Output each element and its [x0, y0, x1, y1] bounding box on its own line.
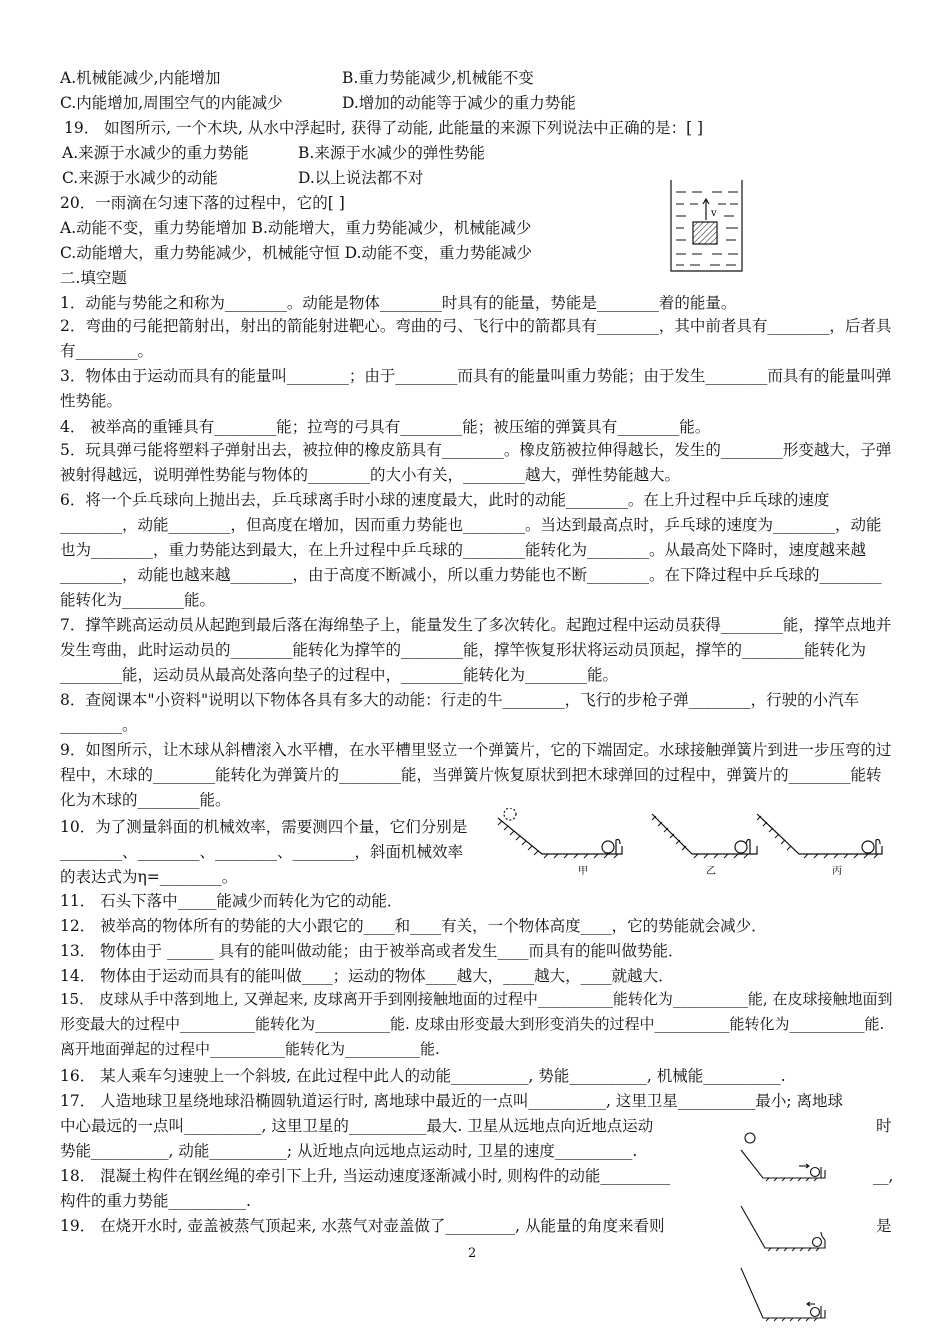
label-jia: 甲: [578, 866, 588, 876]
fill-q9: 9．如图所示，让木球从斜槽滚入水平槽，在水平槽里竖立一个弹簧片，它的下端固定。水球接触弹簧片到进一步压弯的过程中，木球的________能转化为弹簧片的________能，当弹簧片恢复原状到把木球弹回的过程中，弹簧片的________能转化为木球的________能。: [60, 741, 892, 809]
fill-q17-line2-end: 时: [876, 1117, 892, 1135]
fill-q3: 3．物体由于运动而具有的能量叫________；由于________而具有的能量叫重力势能；由于发生________而具有的能量叫弹性势能。: [60, 367, 892, 410]
q19-option-c: C.来源于水减少的动能: [62, 169, 218, 187]
fill-q13: 13． 物体由于 ______ 具有的能叫做动能；由于被举高或者发生____而具有的能叫做势能．: [60, 942, 684, 960]
beaker-figure: [668, 178, 746, 274]
fill-q14: 14． 物体由于运动而具有的能叫做____；运动的物体____越大，____越大，____就越大．: [60, 967, 674, 985]
small-incline-figures: [735, 1128, 845, 1328]
fill-q10-line1: 10．为了测量斜面的机械效率，需要测四个量，它们分别是: [60, 818, 468, 836]
small-incline-2: [741, 1206, 825, 1251]
section-title: 二.填空题: [60, 269, 127, 287]
fill-q11: 11． 石头下落中_____能减少而转化为它的动能．: [60, 892, 403, 910]
fill-q4: 4． 被举高的重锤具有________能；拉弯的弓具有________能；被压缩的弹簧具有________能。: [60, 418, 711, 436]
q19-option-d: D.以上说法都不对: [298, 169, 424, 187]
fill-q17-line2: 中心最远的一点叫__________, 这里卫星的__________最大. 卫星从远地点向近地点运动: [60, 1117, 654, 1135]
fill-q8: 8．查阅课本"小资料"说明以下物体各具有多大的动能：行走的牛________，飞行的步枪子弹________，行驶的小汽车________。: [60, 691, 860, 734]
page-number: 2: [468, 1246, 477, 1261]
fill-q19-line1: 19． 在烧开水时, 壶盖被蒸气顶起来, 水蒸气对壶盖做了_________, 从能量的角度来看则: [60, 1217, 665, 1235]
q20-choice-stem: 20．一雨滴在匀速下落的过程中，它的[ ]: [60, 194, 345, 212]
option-c: C.内能增加,周围空气的内能减少: [60, 94, 283, 112]
fill-q18-line1: 18． 混凝土构件在钢丝绳的牵引下上升, 当运动速度逐渐减小时, 则构件的动能_________: [60, 1167, 671, 1185]
fill-q17-line1: 17． 人造地球卫星绕地球沿椭圆轨道运行时, 离地球中最近的一点叫__________, 这里卫星__________最小; 离地球: [60, 1092, 844, 1110]
fill-q19-line1-end: 是: [876, 1217, 892, 1235]
fill-q16: 16． 某人乘车匀速驶上一个斜坡, 在此过程中此人的动能__________, 势能__________, 机械能__________.: [60, 1067, 786, 1085]
option-d: D.增加的动能等于减少的重力势能: [342, 94, 576, 112]
fill-q15: 15． 皮球从手中落到地上, 又弹起来, 皮球离开手到刚接触地面的过程中__________能转化为__________能, 在皮球接触地面到形变最大的过程中__________能转化为__________能. 皮球由形变最大到形变消失的过程中__________能转化为__________能. 离开地面弹起的过程中__________能转化为__________能.: [60, 990, 893, 1058]
fill-q5: 5．玩具弹弓能将塑料子弹射出去，被拉伸的橡皮筋具有________。橡皮筋被拉伸得越长，发生的________形变越大，子弹被射得越远，说明弹性势能与物体的________的大小有关，________越大，弹性势能越大。: [60, 441, 892, 484]
small-incline-3: [741, 1268, 825, 1321]
fill-q18-line1-end: __,: [873, 1167, 894, 1185]
incline-figure-jia: [498, 808, 622, 858]
option-b: B.重力势能减少,机械能不变: [342, 69, 534, 87]
fill-q1: 1．动能与势能之和称为________。动能是物体________时具有的能量，势能是________着的能量。: [60, 294, 737, 312]
option-a: A.机械能减少,内能增加: [60, 69, 221, 87]
fill-q10-line3: 的表达式为η=________。: [60, 868, 238, 886]
fill-q17-line3: 势能__________, 动能__________; 从近地点向远地点运动时, 卫星的速度__________.: [60, 1142, 638, 1160]
wood-block: [693, 222, 717, 244]
fill-q18-line2: 构件的重力势能__________.: [60, 1192, 251, 1210]
fill-q2: 2．弯曲的弓能把箭射出，射出的箭能射进靶心。弯曲的弓、飞行中的箭都具有________，其中前者具有________，后者具有________。: [60, 317, 892, 360]
velocity-label: v: [711, 208, 717, 219]
fill-q12: 12． 被举高的物体所有的势能的大小跟它的____和____有关，一个物体高度____，它的势能就会减少．: [60, 917, 767, 935]
fill-q10-line2: ________、________、________、________，斜面机械效率: [60, 843, 464, 861]
fill-q6: 6．将一个乒乓球向上抛出去，乒乓球离手时小球的速度最大，此时的动能________。在上升过程中乒乓球的速度________，动能________，但高度在增加，因而重力势能也________。当达到最高点时，乒乓球的速度为________，动能也为________，重力势能达到最大，在上升过程中乒乓球的________能转化为________。从最高处下降时，速度越来越________，动能也越来越________，由于高度不断减小，所以重力势能也不断________。在下降过程中乒乓球的________能转化为________能。: [60, 491, 882, 609]
label-yi: 乙: [706, 866, 716, 876]
q20-options-line1: A.动能不变，重力势能增加 B.动能增大，重力势能减少，机械能减少: [60, 219, 532, 237]
incline-figures: [492, 808, 887, 876]
small-incline-1: [741, 1133, 825, 1181]
q20-options-line2: C.动能增大，重力势能减少，机械能守恒 D.动能不变，重力势能减少: [60, 244, 532, 262]
incline-figure-yi: [652, 814, 757, 858]
q19-option-a: A.来源于水减少的重力势能: [62, 144, 249, 162]
label-bing: 丙: [832, 866, 842, 876]
fill-q7: 7．撑竿跳高运动员从起跑到最后落在海绵垫子上，能量发生了多次转化。起跑过程中运动员获得________能，撑竿点地并发生弯曲，此时运动员的________能转化为撑竿的________能，撑竿恢复形状将运动员顶起，撑竿的________能转化为________能，运动员从最高处落向垫子的过程中，________能转化为________能。: [60, 616, 892, 684]
q19-option-b: B.来源于水减少的弹性势能: [298, 144, 485, 162]
incline-figure-bing: [757, 814, 882, 858]
q19-choice-stem: 19． 如图所示, 一个木块, 从水中浮起时, 获得了动能, 此能量的来源下列说法中正确的是：[ ]: [64, 119, 704, 137]
